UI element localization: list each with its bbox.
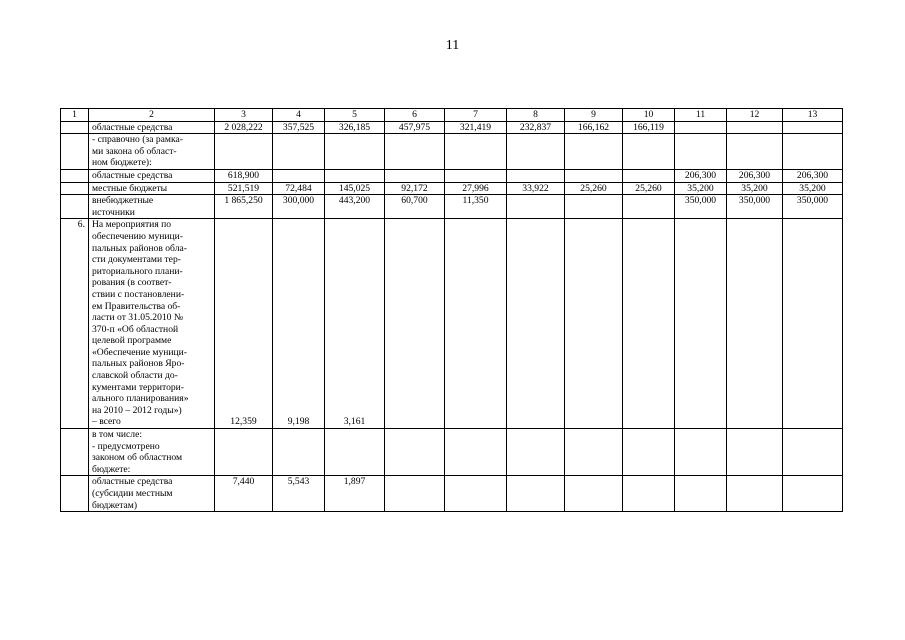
value-cell: 350,000 — [675, 195, 727, 219]
row-description: - справочно (за рамка- ми закона об област- ном бюджете): — [89, 134, 215, 170]
value-cell: 357,525 — [273, 121, 325, 134]
column-header: 4 — [273, 109, 325, 122]
value-cell — [325, 134, 385, 170]
value-cell: 206,300 — [727, 169, 783, 182]
value-cell — [675, 134, 727, 170]
row-description: местные бюджеты — [89, 182, 215, 195]
column-header: 8 — [507, 109, 565, 122]
value-cell: 3,161 — [325, 219, 385, 429]
table-row — [61, 182, 843, 195]
value-cell: 166,162 — [565, 121, 623, 134]
value-cell: 521,519 — [215, 182, 273, 195]
row-description: На мероприятия по обеспечению муници- пальных районов обла- сти документами тер- риториального плани- рования (в соответ- ствии с постановлени- ем Правительства об- ласти от 31.05.2010 № 370-п «Об областной целевой программе «Обеспечение муници- пальных районов Яро- славской области до- кументами территори- ального планирования» на 2010 – 2012 годы») – всего — [89, 219, 215, 429]
row-number — [61, 182, 89, 195]
column-header: 3 — [215, 109, 273, 122]
value-cell — [675, 219, 727, 429]
value-cell: 206,300 — [675, 169, 727, 182]
value-cell — [727, 429, 783, 476]
row-number — [61, 134, 89, 170]
table-row — [61, 476, 843, 512]
value-cell — [675, 476, 727, 512]
value-cell: 350,000 — [783, 195, 843, 219]
value-cell — [783, 134, 843, 170]
row-description: внебюджетные источники — [89, 195, 215, 219]
value-cell: 25,260 — [623, 182, 675, 195]
value-cell — [565, 219, 623, 429]
table-row — [61, 429, 843, 476]
value-cell — [215, 134, 273, 170]
row-description: в том числе: - предусмотрено законом об областном бюджете: — [89, 429, 215, 476]
value-cell: 35,200 — [783, 182, 843, 195]
value-cell: 9,198 — [273, 219, 325, 429]
row-number — [61, 195, 89, 219]
value-cell — [565, 429, 623, 476]
value-cell — [507, 195, 565, 219]
row-description: областные средства — [89, 121, 215, 134]
value-cell: 33,922 — [507, 182, 565, 195]
value-cell: 206,300 — [783, 169, 843, 182]
column-header: 13 — [783, 109, 843, 122]
value-cell: 166,119 — [623, 121, 675, 134]
row-number — [61, 121, 89, 134]
value-cell — [445, 429, 507, 476]
value-cell — [507, 169, 565, 182]
value-cell: 72,484 — [273, 182, 325, 195]
value-cell — [565, 476, 623, 512]
row-description: областные средства (субсидии местным бюджетам) — [89, 476, 215, 512]
value-cell: 145,025 — [325, 182, 385, 195]
table-row — [61, 195, 843, 219]
value-cell — [727, 134, 783, 170]
value-cell: 25,260 — [565, 182, 623, 195]
value-cell: 232,837 — [507, 121, 565, 134]
value-cell: 35,200 — [727, 182, 783, 195]
value-cell — [507, 476, 565, 512]
value-cell — [385, 476, 445, 512]
value-cell: 11,350 — [445, 195, 507, 219]
value-cell: 12,359 — [215, 219, 273, 429]
value-cell — [727, 476, 783, 512]
table-row — [61, 169, 843, 182]
column-header: 11 — [675, 109, 727, 122]
value-cell — [445, 134, 507, 170]
value-cell — [783, 121, 843, 134]
value-cell — [445, 476, 507, 512]
value-cell — [623, 134, 675, 170]
value-cell — [565, 134, 623, 170]
value-cell: 350,000 — [727, 195, 783, 219]
row-number — [61, 429, 89, 476]
value-cell — [445, 169, 507, 182]
value-cell — [385, 429, 445, 476]
row-description: областные средства — [89, 169, 215, 182]
value-cell — [385, 219, 445, 429]
value-cell — [215, 429, 273, 476]
row-number — [61, 169, 89, 182]
value-cell — [675, 121, 727, 134]
table-row — [61, 134, 843, 170]
column-header: 6 — [385, 109, 445, 122]
column-header: 1 — [61, 109, 89, 122]
column-header: 5 — [325, 109, 385, 122]
value-cell: 1 865,250 — [215, 195, 273, 219]
value-cell — [727, 121, 783, 134]
value-cell — [783, 429, 843, 476]
value-cell — [273, 169, 325, 182]
column-header: 9 — [565, 109, 623, 122]
value-cell: 60,700 — [385, 195, 445, 219]
value-cell: 2 028,222 — [215, 121, 273, 134]
value-cell: 92,172 — [385, 182, 445, 195]
value-cell: 27,996 — [445, 182, 507, 195]
value-cell — [507, 134, 565, 170]
table-row — [61, 121, 843, 134]
value-cell — [623, 169, 675, 182]
value-cell — [325, 169, 385, 182]
value-cell — [273, 429, 325, 476]
value-cell: 443,200 — [325, 195, 385, 219]
value-cell — [783, 476, 843, 512]
value-cell — [507, 219, 565, 429]
column-header: 7 — [445, 109, 507, 122]
value-cell — [565, 195, 623, 219]
column-header: 12 — [727, 109, 783, 122]
table-row — [61, 219, 843, 429]
row-number: 6. — [61, 219, 89, 429]
value-cell — [445, 219, 507, 429]
header-row — [61, 109, 843, 122]
value-cell — [623, 195, 675, 219]
budget-table — [60, 108, 843, 512]
value-cell: 457,975 — [385, 121, 445, 134]
value-cell: 326,185 — [325, 121, 385, 134]
value-cell — [727, 219, 783, 429]
value-cell — [273, 134, 325, 170]
value-cell — [623, 429, 675, 476]
value-cell — [385, 134, 445, 170]
value-cell: 321,419 — [445, 121, 507, 134]
column-header: 2 — [89, 109, 215, 122]
value-cell — [623, 476, 675, 512]
value-cell — [385, 169, 445, 182]
value-cell: 618,900 — [215, 169, 273, 182]
row-number — [61, 476, 89, 512]
value-cell: 1,897 — [325, 476, 385, 512]
value-cell — [675, 429, 727, 476]
value-cell — [623, 219, 675, 429]
value-cell — [783, 219, 843, 429]
value-cell — [507, 429, 565, 476]
column-header: 10 — [623, 109, 675, 122]
page-number: 11 — [445, 38, 460, 53]
value-cell: 35,200 — [675, 182, 727, 195]
value-cell: 5,543 — [273, 476, 325, 512]
value-cell — [565, 169, 623, 182]
value-cell: 7,440 — [215, 476, 273, 512]
value-cell: 300,000 — [273, 195, 325, 219]
value-cell — [325, 429, 385, 476]
